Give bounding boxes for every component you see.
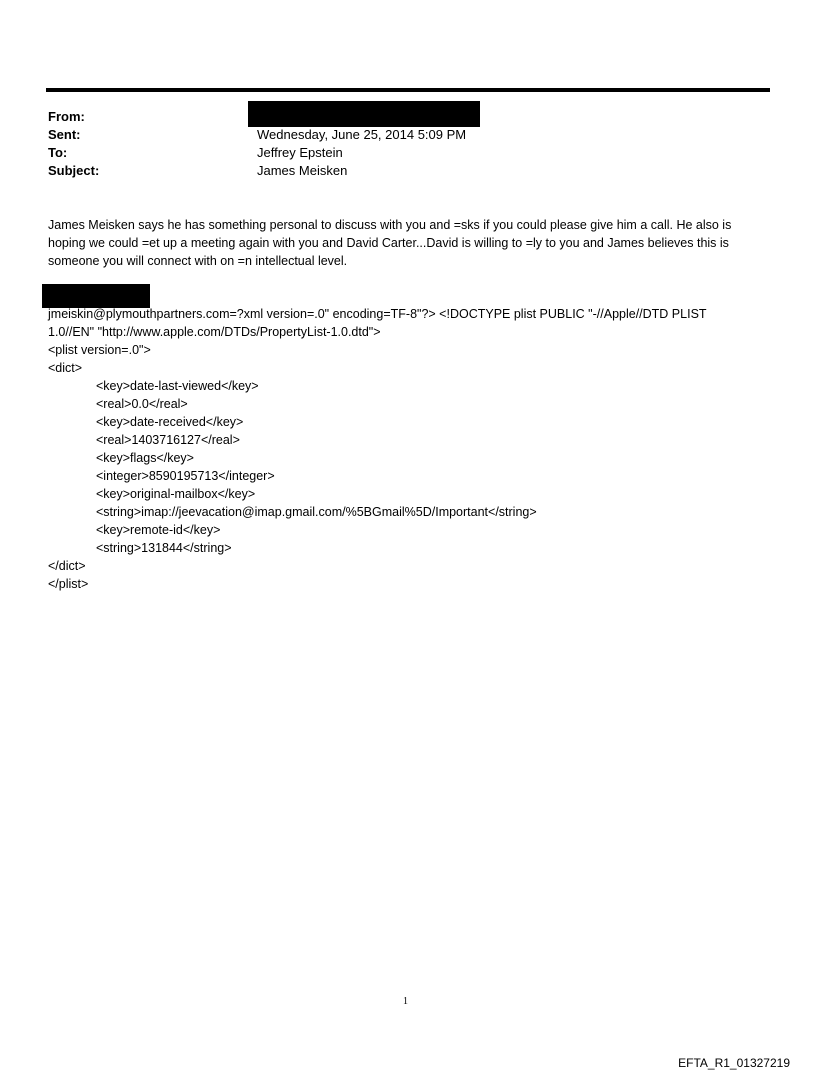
- to-value: Jeffrey Epstein: [257, 145, 343, 160]
- sent-value: Wednesday, June 25, 2014 5:09 PM: [257, 127, 467, 142]
- plist-line: <integer>8590195713</integer>: [96, 469, 275, 483]
- plist-line: <real>1403716127</real>: [96, 433, 240, 447]
- plist-line: 1.0//EN" "http://www.apple.com/DTDs/PropertyList-1.0.dtd">: [48, 325, 381, 339]
- plist-line: <dict>: [48, 361, 83, 375]
- plist-line: <key>flags</key>: [96, 451, 194, 465]
- plist-line: </dict>: [48, 559, 86, 573]
- from-label: From:: [48, 109, 85, 124]
- sent-label: Sent:: [48, 127, 81, 142]
- email-body-paragraph: James Meisken says he has something personal to discuss with you and =sks if you could please give him a call. He also is hoping we could =et up a meeting again with you and David Carter...David is willing to =ly to you and James believes this is someone you will connect with on =n intellectual level.: [48, 218, 732, 268]
- to-label: To:: [48, 145, 68, 160]
- plist-line: <key>date-last-viewed</key>: [96, 379, 259, 393]
- page-number: 1: [403, 996, 408, 1007]
- plist-line: <plist version=.0">: [48, 343, 151, 357]
- document-id: EFTA_R1_01327219: [678, 1056, 790, 1070]
- plist-block: [48, 305, 772, 593]
- plist-line: <key>remote-id</key>: [96, 523, 221, 537]
- plist-line: <string>131844</string>: [96, 541, 232, 555]
- plist-line: <string>imap://jeevacation@imap.gmail.com/%5BGmail%5D/Important</string>: [96, 505, 537, 519]
- plist-line: </plist>: [48, 577, 89, 591]
- plist-line: jmeiskin@plymouthpartners.com=?xml version=.0" encoding=TF-8"?> <!DOCTYPE plist PUBLIC "-//Apple//DTD PLIST: [48, 307, 707, 321]
- plist-line: <key>date-received</key>: [96, 415, 244, 429]
- subject-value: James Meisken: [257, 163, 348, 178]
- subject-label: Subject:: [48, 163, 100, 178]
- header-rule: [46, 88, 770, 92]
- from-redaction: [248, 101, 480, 127]
- plist-line: <real>0.0</real>: [96, 397, 188, 411]
- plist-line: <key>original-mailbox</key>: [96, 487, 256, 501]
